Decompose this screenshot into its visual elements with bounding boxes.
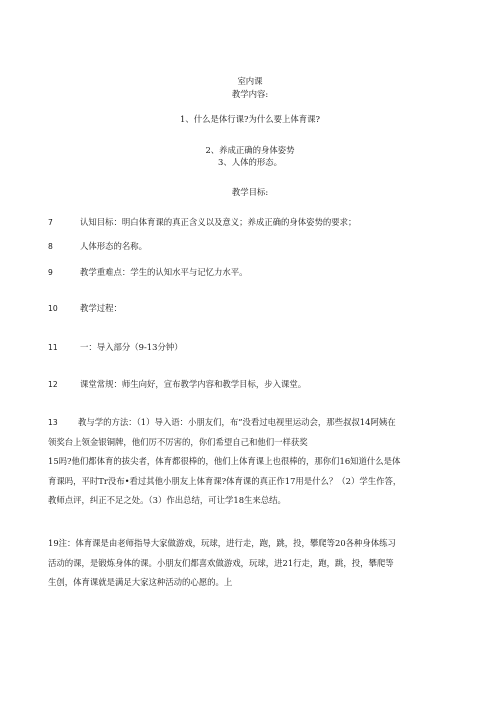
numbered-line [48,217,356,228]
doc-subtitle: 教学内容: [231,89,269,99]
line-text: 教学重难点：学生的认知水平与记忆力水平。 [80,267,248,277]
numbered-line [48,303,122,314]
paragraph-line: 活动的课，是锻炼身体的课。小朋友们都喜欢做游戏，玩球，进21行走，跑，跳，投，攀爬等 [48,557,394,568]
line-text: 课堂常规：师生向好，宣布教学内容和教学目标，步入课堂。 [80,379,307,389]
paragraph-line: 生创，体育课就是满足大家这种活动的心愿的。上 [48,577,233,587]
doc-title: 室内课 [237,76,263,86]
numbered-line [48,342,183,353]
line-number: 11 [48,343,58,352]
paragraph-13 [48,413,456,511]
goals-heading: 教学目标: [231,187,269,197]
line-number: 12 [48,380,58,389]
paragraph-line: 19注：体育课是由老师指导大家做游戏，玩球，进行走，跑，跳，投，攀爬等20各种身体练习 [48,538,396,548]
paragraph-line: 13 教与学的方法：（1）导入语：小朋友们，布”没看过电视里运动会，那些叔叔14阿姨在 [48,413,456,433]
paragraph-line: 教师点评，纠正不足之处。（3）作出总结，可让学18生来总结。 [48,495,286,505]
line-number: 8 [48,242,53,251]
numbered-line [48,379,306,390]
paragraph-line: 领奖台上领金银铜牌，他们厉不厉害的，你们希望自己和他们一样获奖 [48,436,308,447]
content-item-3: 3、人体的形态。 [218,157,282,167]
line-number: 7 [48,218,53,227]
line-number: 10 [48,304,58,313]
line-number: 13 [48,418,58,427]
line-text: 教学过程： [80,303,122,313]
paragraph-19 [48,534,456,593]
paragraph-line: 育课吗，平时Tr没布•看过其他小朋友上体育课?体育课的真正作17用是什么？（2）学生作答， [48,475,402,486]
numbered-line [48,241,147,252]
numbered-line [48,267,248,278]
line-text: 认知目标：明白体育课的真正含义以及意义；养成正确的身体姿势的要求； [80,217,357,227]
paragraph-line: 15吗?他们都体育的拔尖者，体育都很棒的，他们上体育课上也很棒的，那你们16知道什么是体 [48,456,401,466]
content-item-1: 1、什么是体行课?为什么要上体育课? [180,114,320,124]
line-text: 一：导入部分（9-13分钟） [80,342,183,352]
content-item-2: 2、养成正确的身体姿势 [205,145,295,155]
line-number: 9 [48,268,53,277]
line-text: 人体形态的名称。 [80,241,147,251]
